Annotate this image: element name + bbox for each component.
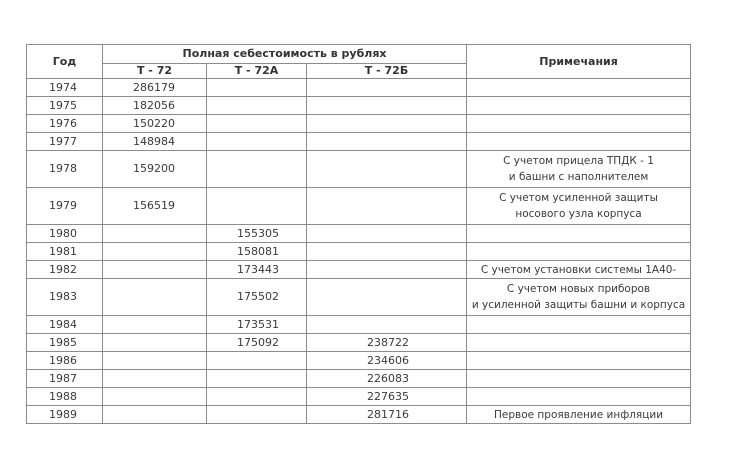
t72b-cost-cell: 238722 [307,334,467,352]
t72-cost-cell [103,243,207,261]
t72b-cost-cell [307,97,467,115]
note-cell [467,406,691,424]
note-cell [467,388,691,406]
t72-cost-cell [103,406,207,424]
t72-cost-cell: 148984 [103,133,207,151]
t72-cost-cell [103,225,207,243]
t72a-cost-cell [207,151,307,188]
t72b-cost-cell [307,279,467,316]
year-cell: 1988 [27,388,103,406]
note-cell [467,115,691,133]
table-row [27,97,691,115]
t72-cost-cell: 286179 [103,79,207,97]
table-row [27,406,691,424]
table-body [27,79,691,424]
t72a-cost-cell: 175502 [207,279,307,316]
note-cell [467,352,691,370]
table-row [27,151,691,188]
t72b-cost-cell [307,243,467,261]
t72b-cost-cell [307,261,467,279]
t72a-cost-cell [207,79,307,97]
year-cell: 1978 [27,151,103,188]
year-cell: 1977 [27,133,103,151]
t72-cost-cell [103,261,207,279]
t72b-cost-cell: 281716 [307,406,467,424]
t72-cost-cell: 159200 [103,151,207,188]
year-cell: 1974 [27,79,103,97]
note-line: и башни с наполнителем [508,171,649,183]
t72a-cost-cell: 155305 [207,225,307,243]
t72a-cost-cell [207,115,307,133]
t72b-cost-cell: 234606 [307,352,467,370]
year-cell: 1987 [27,370,103,388]
note-cell [467,316,691,334]
header-year: Год [27,45,103,79]
t72a-cost-cell [207,133,307,151]
t72b-cost-cell: 227635 [307,388,467,406]
t72a-cost-cell [207,97,307,115]
note-line: С учетом установки системы 1А40- [480,263,677,276]
t72a-cost-cell [207,370,307,388]
table-row [27,316,691,334]
t72b-cost-cell [307,79,467,97]
header-t72b: Т - 72Б [307,64,467,79]
table-row [27,225,691,243]
header-notes: Примечания [467,45,691,79]
table-row [27,243,691,261]
cost-table [26,44,691,424]
note-cell [467,243,691,261]
note-line: С учетом прицела ТПДК - 1 [503,155,654,167]
header-t72: Т - 72 [103,64,207,79]
t72a-cost-cell: 158081 [207,243,307,261]
t72-cost-cell [103,370,207,388]
t72-cost-cell: 150220 [103,115,207,133]
year-cell: 1982 [27,261,103,279]
note-line: носового узла корпуса [515,208,642,220]
year-cell: 1981 [27,243,103,261]
header-cost-group: Полная себестоимость в рублях [103,45,467,64]
note-cell [467,334,691,352]
cost-table-container [26,44,691,424]
year-cell: 1976 [27,115,103,133]
note-cell [467,261,691,279]
table-row [27,279,691,316]
t72a-cost-cell: 173443 [207,261,307,279]
table-row [27,115,691,133]
year-cell: 1975 [27,97,103,115]
note-cell [467,151,691,188]
year-cell: 1986 [27,352,103,370]
t72a-cost-cell: 175092 [207,334,307,352]
table-row [27,133,691,151]
table-row [27,334,691,352]
table-row [27,188,691,225]
note-cell [467,188,691,225]
note-line: С учетом усиленной защиты [499,192,658,204]
note-cell [467,279,691,316]
note-cell [467,370,691,388]
header-t72a: Т - 72А [207,64,307,79]
t72-cost-cell: 182056 [103,97,207,115]
year-cell: 1979 [27,188,103,225]
t72b-cost-cell [307,115,467,133]
table-row [27,79,691,97]
t72a-cost-cell [207,352,307,370]
t72b-cost-cell [307,133,467,151]
note-cell [467,225,691,243]
t72b-cost-cell [307,151,467,188]
t72-cost-cell [103,316,207,334]
note-line: С учетом новых приборов [506,283,651,295]
note-line: Первое проявление инфляции [494,408,664,421]
note-line: и усиленной защиты башни и корпуса [471,299,686,311]
t72-cost-cell [103,279,207,316]
note-cell [467,79,691,97]
t72-cost-cell: 156519 [103,188,207,225]
t72b-cost-cell: 226083 [307,370,467,388]
t72b-cost-cell [307,225,467,243]
t72-cost-cell [103,388,207,406]
note-cell [467,97,691,115]
t72a-cost-cell [207,406,307,424]
table-row [27,370,691,388]
t72-cost-cell [103,352,207,370]
table-row [27,261,691,279]
table-row [27,388,691,406]
t72-cost-cell [103,334,207,352]
year-cell: 1989 [27,406,103,424]
year-cell: 1984 [27,316,103,334]
year-cell: 1985 [27,334,103,352]
note-cell [467,133,691,151]
t72b-cost-cell [307,188,467,225]
t72a-cost-cell: 173531 [207,316,307,334]
year-cell: 1983 [27,279,103,316]
table-row [27,352,691,370]
t72a-cost-cell [207,388,307,406]
year-cell: 1980 [27,225,103,243]
t72b-cost-cell [307,316,467,334]
t72a-cost-cell [207,188,307,225]
